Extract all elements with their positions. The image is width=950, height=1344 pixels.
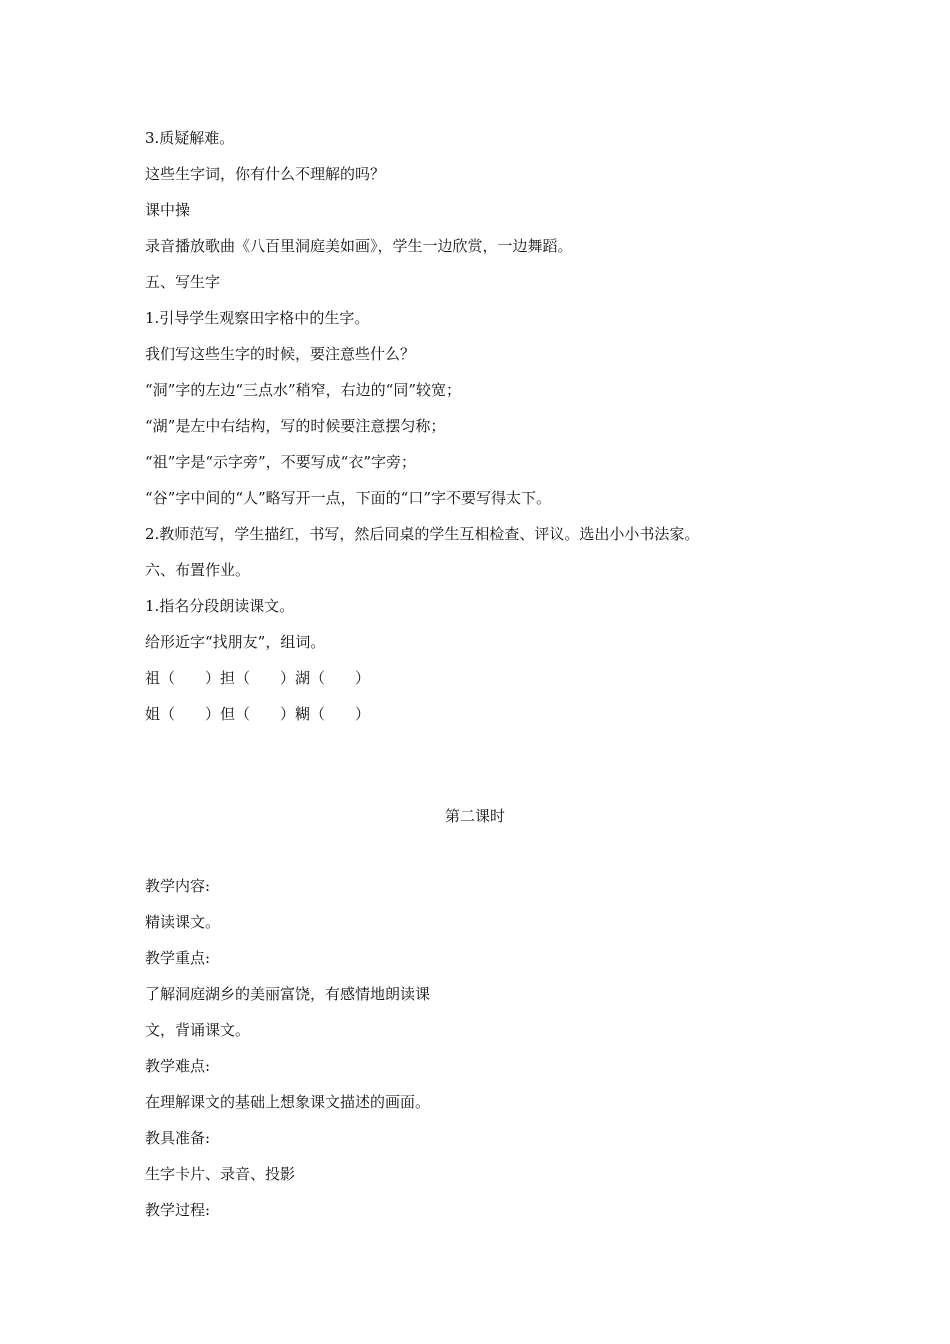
step-observe: 1.引导学生观察田字格中的生字。 — [145, 309, 370, 327]
label-process: 教学过程: — [145, 1201, 211, 1219]
attention-question: 我们写这些生字的时候，要注意些什么？ — [145, 345, 416, 363]
content-text: 精读课文。 — [145, 913, 221, 931]
break-exercise-heading: 课中操 — [145, 201, 191, 219]
song-activity: 录音播放歌曲《八百里洞庭美如画》，学生一边欣赏，一边舞蹈。 — [145, 237, 573, 255]
homework-read: 1.指名分段朗读课文。 — [145, 597, 295, 615]
label-content: 教学内容: — [145, 877, 211, 895]
word-blanks-row-2: 姐（ ）但（ ）糊（ ） — [145, 705, 371, 723]
homework-words: 给形近字“找朋友”，组词。 — [145, 633, 326, 651]
tip-hu: “湖”是左中右结构，写的时候要注意摆匀称； — [145, 417, 446, 435]
label-key-points: 教学重点: — [145, 949, 211, 967]
step-demonstrate: 2.教师范写，学生描红，书写，然后同桌的学生互相检查、评议。选出小小书法家。 — [145, 525, 700, 543]
tip-dong: “洞”字的左边“三点水”稍窄，右边的“同”较宽； — [145, 381, 462, 399]
tip-zu: “祖”字是“示字旁”，不要写成“衣”字旁； — [145, 453, 417, 471]
key-points-text-2: 文，背诵课文。 — [145, 1021, 251, 1039]
label-difficulty: 教学难点: — [145, 1057, 211, 1075]
key-points-text-1: 了解洞庭湖乡的美丽富饶，有感情地朗读课 — [145, 985, 431, 1003]
label-materials: 教具准备: — [145, 1129, 211, 1147]
section-heading-homework: 六、布置作业。 — [145, 561, 251, 579]
question-prompt: 这些生字词，你有什么不理解的吗？ — [145, 165, 386, 183]
step-question-solving: 3.质疑解难。 — [145, 129, 235, 147]
lesson-heading: 第二课时 — [444, 807, 505, 825]
word-blanks-row-1: 祖（ ）担（ ）湖（ ） — [145, 669, 371, 687]
difficulty-text: 在理解课文的基础上想象课文描述的画面。 — [145, 1093, 431, 1111]
section-heading-write: 五、写生字 — [145, 273, 221, 291]
materials-text: 生字卡片、录音、投影 — [145, 1165, 296, 1183]
tip-gu: “谷”字中间的“人”略写开一点，下面的“口”字不要写得太下。 — [145, 489, 552, 507]
